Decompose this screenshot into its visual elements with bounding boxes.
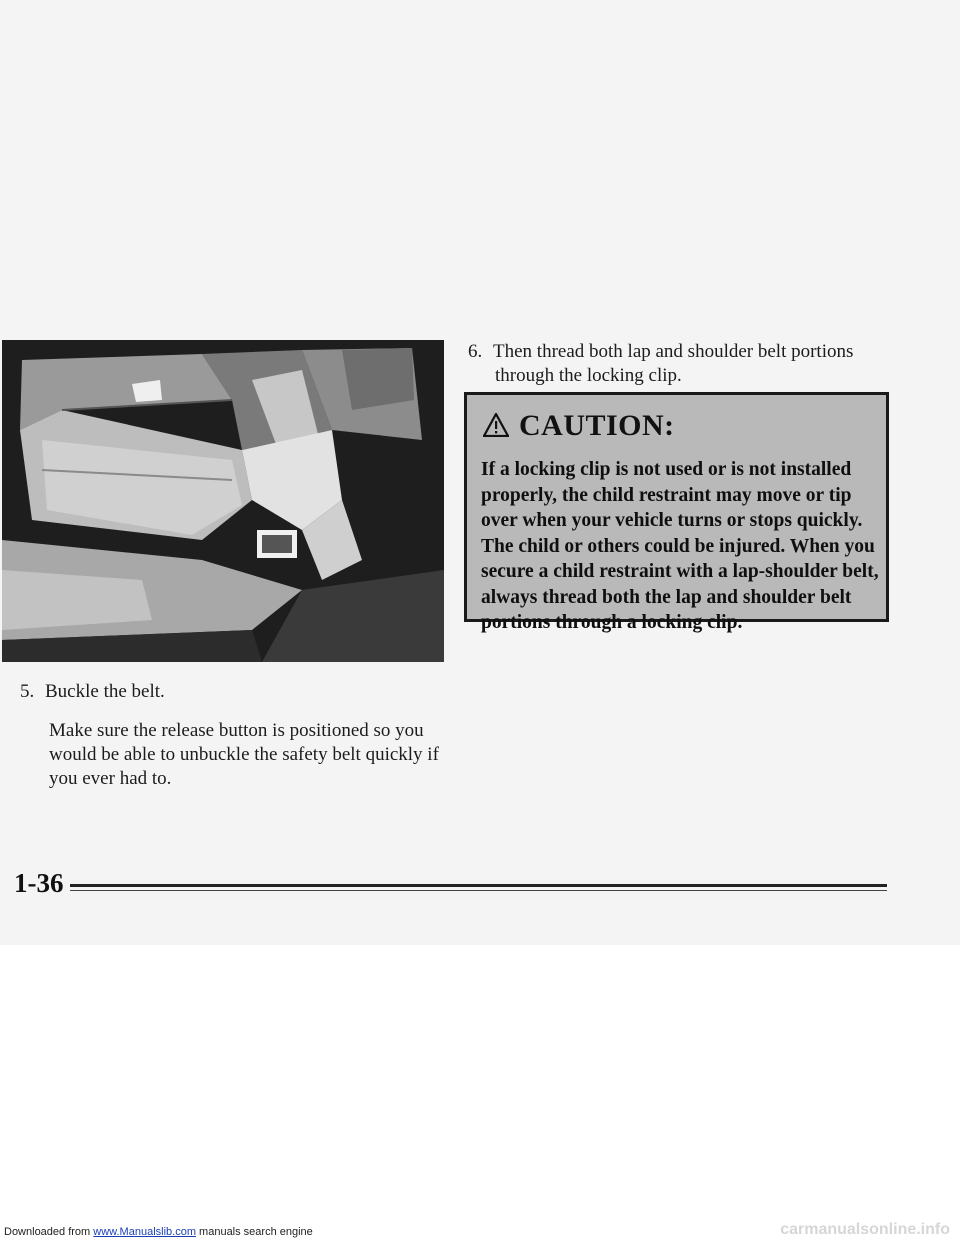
step-6 — [468, 340, 898, 388]
step-number: 6. — [468, 341, 483, 362]
footer-suffix: manuals search engine — [199, 1226, 313, 1238]
buckle-illustration-drawing — [2, 340, 444, 662]
download-footer — [4, 1226, 313, 1238]
step-number: 5. — [20, 681, 35, 702]
footer-rule-thin — [70, 890, 887, 891]
caution-text: If a locking clip is not used or is not installed properly, the child restraint may move or tip over when your vehicle turns or stops quickly. The child or others could be injured. When you secure a child restraint with a lap-shoulder belt, always thread both the lap and shoulder belt portions through a locking clip. — [481, 459, 879, 633]
step-5 — [20, 680, 165, 704]
caution-heading — [483, 409, 675, 445]
step-text-line1: Then thread both lap and shoulder belt portions — [493, 341, 854, 362]
footer-prefix: Downloaded from — [4, 1226, 91, 1238]
site-watermark: carmanualsonline.info — [780, 1221, 950, 1238]
footer-link[interactable]: www.Manualslib.com — [93, 1226, 196, 1238]
page-number: 1-36 — [14, 868, 64, 898]
caution-title: CAUTION: — [519, 409, 675, 442]
step-text: Buckle the belt. — [45, 681, 165, 702]
seat-belt-buckle-illustration — [2, 340, 444, 662]
caution-box — [464, 392, 889, 633]
footer-rule — [70, 884, 887, 887]
step-5-detail: Make sure the release button is positioned so you would be able to unbuckle the safety belt quickly if you ever had to. — [49, 720, 439, 789]
warning-triangle-icon — [483, 411, 509, 445]
step-text-line2: through the locking clip. — [495, 365, 682, 386]
